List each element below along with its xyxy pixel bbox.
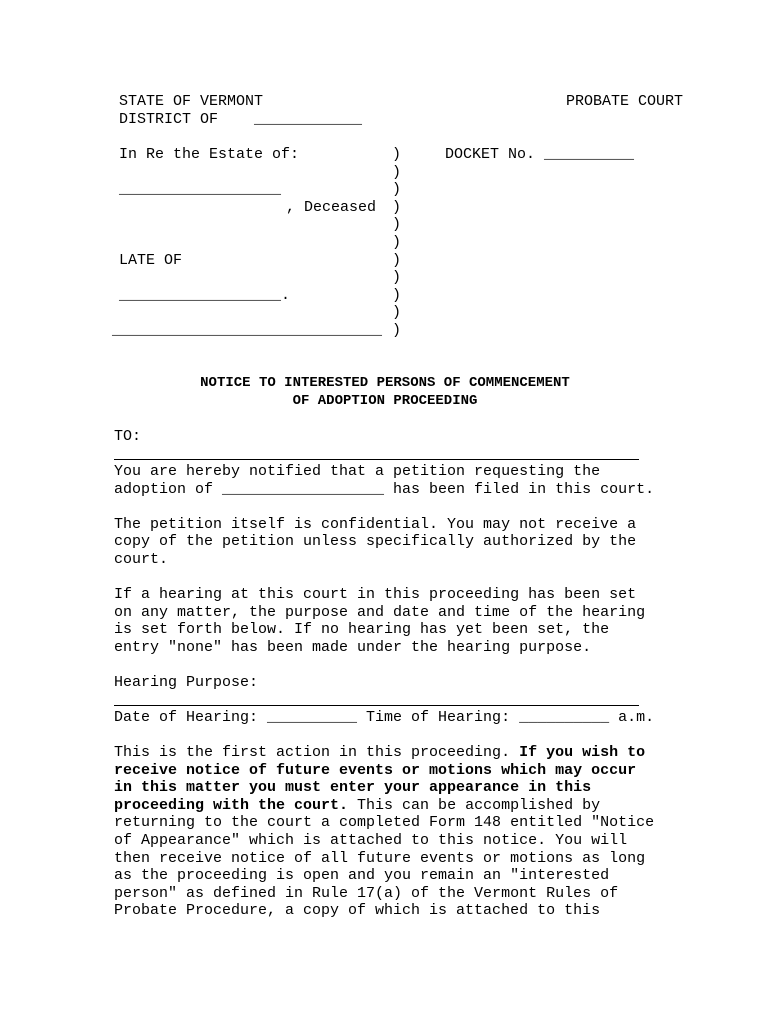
hearing-purpose-label: Hearing Purpose: <box>114 674 259 691</box>
district-field: DISTRICT OF ____________ <box>119 111 363 128</box>
paragraph-line: of Appearance" which is attached to this notice. You will <box>114 832 628 849</box>
caption-paren: ) <box>392 304 402 321</box>
court-label: PROBATE COURT <box>566 93 684 110</box>
place-blank: __________________. <box>119 287 291 304</box>
late-of-label: LATE OF <box>119 252 183 269</box>
caption-paren: ) <box>392 252 402 269</box>
caption-paren: ) <box>392 234 402 251</box>
paragraph-line: adoption of __________________ has been filed in this court. <box>114 481 655 498</box>
bold-text: If you wish to <box>519 744 646 761</box>
state-label: STATE OF VERMONT <box>119 93 264 110</box>
deceased-label: , Deceased <box>286 199 377 216</box>
paragraph-line: as the proceeding is open and you remain an "interested <box>114 867 610 884</box>
to-label: TO: <box>114 428 142 445</box>
caption-paren: ) <box>392 164 402 181</box>
paragraph-line: entry "none" has been made under the hearing purpose. <box>114 639 592 656</box>
document-title-line1: NOTICE TO INTERESTED PERSONS OF COMMENCEMENT <box>200 375 570 391</box>
decedent-name-blank: __________________ <box>119 181 282 198</box>
paragraph-line: then receive notice of all future events or motions as long <box>114 850 646 867</box>
docket-field: DOCKET No. __________ <box>445 146 635 163</box>
hearing-date-time-line: Date of Hearing: __________ Time of Hearing: __________ a.m. <box>114 709 655 726</box>
paragraph-line: The petition itself is confidential. You may not receive a <box>114 516 637 533</box>
paragraph-line: on any matter, the purpose and date and time of the hearing <box>114 604 646 621</box>
paragraph-line-bold: in this matter you must enter your appearance in this <box>114 779 592 796</box>
caption-paren: ) <box>392 199 402 216</box>
hearing-purpose-blank-line <box>114 705 639 706</box>
paragraph-line: If a hearing at this court in this proceeding has been set <box>114 586 637 603</box>
paragraph-line: copy of the petition unless specifically authorized by the <box>114 533 637 550</box>
caption-paren: ) <box>392 146 402 163</box>
paragraph-line: person" as defined in Rule 17(a) of the Vermont Rules of <box>114 885 619 902</box>
caption-bottom-blank: ______________________________ <box>112 322 383 339</box>
caption-paren: ) <box>392 216 402 233</box>
in-re-label: In Re the Estate of: <box>119 146 300 163</box>
paragraph-line: You are hereby notified that a petition requesting the <box>114 463 601 480</box>
caption-paren: ) <box>392 287 402 304</box>
caption-paren: ) <box>392 269 402 286</box>
paragraph-line: court. <box>114 551 169 568</box>
document-title-line2: OF ADOPTION PROCEEDING <box>292 393 478 409</box>
paragraph-line: This is the first action in this proceeding. If you wish to <box>114 744 646 761</box>
paragraph-line: returning to the court a completed Form 148 entitled "Notice <box>114 814 655 831</box>
caption-paren: ) <box>392 181 402 198</box>
paragraph-line: is set forth below. If no hearing has yet been set, the <box>114 621 610 638</box>
paragraph-line: Probate Procedure, a copy of which is attached to this <box>114 902 601 919</box>
paragraph-line-bold: receive notice of future events or motions which may occur <box>114 762 637 779</box>
to-blank-line <box>114 459 639 460</box>
caption-paren: ) <box>392 322 402 339</box>
bold-text: proceeding with the court. <box>114 797 349 814</box>
paragraph-line: proceeding with the court. This can be accomplished by <box>114 797 601 814</box>
